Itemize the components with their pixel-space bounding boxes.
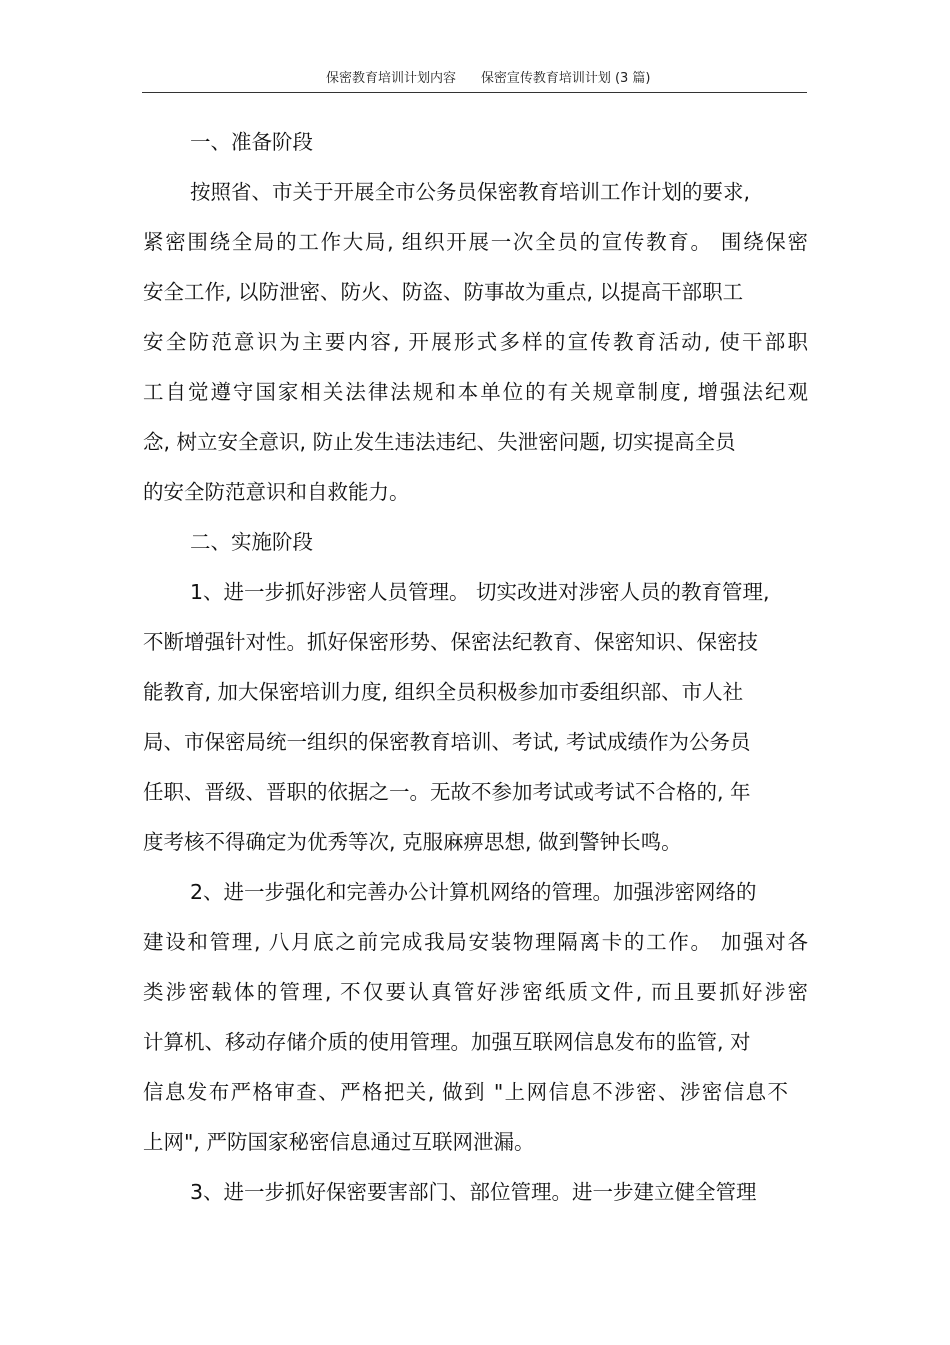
paragraph-line: 类涉密载体的管理, 不仅要认真管好涉密纸质文件, 而且要抓好涉密 bbox=[143, 980, 808, 1004]
paragraph-line: 安全防范意识为主要内容, 开展形式多样的宣传教育活动, 使干部职 bbox=[143, 330, 808, 354]
paragraph-line: 1、进一步抓好涉密人员管理。 切实改进对涉密人员的教育管理, bbox=[190, 580, 770, 604]
paragraph-line: 2、进一步强化和完善办公计算机网络的管理。加强涉密网络的 bbox=[190, 880, 757, 904]
header-title-left: 保密教育培训计划内容 bbox=[326, 71, 457, 86]
section-heading-implementation: 二、实施阶段 bbox=[190, 530, 313, 554]
paragraph-line: 信息发布严格审查、严格把关, 做到 "上网信息不涉密、涉密信息不 bbox=[143, 1080, 788, 1104]
paragraph-line: 紧密围绕全局的工作大局, 组织开展一次全员的宣传教育。 围绕保密 bbox=[143, 230, 808, 254]
paragraph-line: 计算机、移动存储介质的使用管理。加强互联网信息发布的监管, 对 bbox=[143, 1030, 751, 1054]
paragraph-line: 能教育, 加大保密培训力度, 组织全员积极参加市委组织部、市人社 bbox=[143, 680, 744, 704]
header-title-right: 保密宣传教育培训计划 (3 篇) bbox=[480, 71, 651, 86]
paragraph-line: 的安全防范意识和自救能力。 bbox=[143, 480, 410, 504]
paragraph-line: 局、市保密局统一组织的保密教育培训、考试, 考试成绩作为公务员 bbox=[143, 730, 751, 754]
paragraph-line: 任职、晋级、晋职的依据之一。无故不参加考试或考试不合格的, 年 bbox=[143, 780, 751, 804]
paragraph-line: 念, 树立安全意识, 防止发生违法违纪、失泄密问题, 切实提高全员 bbox=[143, 430, 736, 454]
paragraph-line: 建设和管理, 八月底之前完成我局安装物理隔离卡的工作。 加强对各 bbox=[143, 930, 808, 954]
paragraph-line: 按照省、市关于开展全市公务员保密教育培训工作计划的要求, bbox=[190, 180, 751, 204]
paragraph-line: 工自觉遵守国家相关法律法规和本单位的有关规章制度, 增强法纪观 bbox=[143, 380, 808, 404]
section-heading-preparation: 一、准备阶段 bbox=[190, 130, 313, 154]
header-title bbox=[326, 67, 651, 86]
paragraph-line: 不断增强针对性。抓好保密形势、保密法纪教育、保密知识、保密技 bbox=[143, 630, 758, 654]
paragraph-line: 安全工作, 以防泄密、防火、防盗、防事故为重点, 以提高干部职工 bbox=[143, 280, 744, 304]
paragraph-line: 度考核不得确定为优秀等次, 克服麻痹思想, 做到警钟长鸣。 bbox=[143, 830, 682, 854]
page-header bbox=[142, 64, 807, 93]
paragraph-line: 3、进一步抓好保密要害部门、部位管理。进一步建立健全管理 bbox=[190, 1180, 757, 1204]
paragraph-line: 上网", 严防国家秘密信息通过互联网泄漏。 bbox=[143, 1130, 535, 1154]
